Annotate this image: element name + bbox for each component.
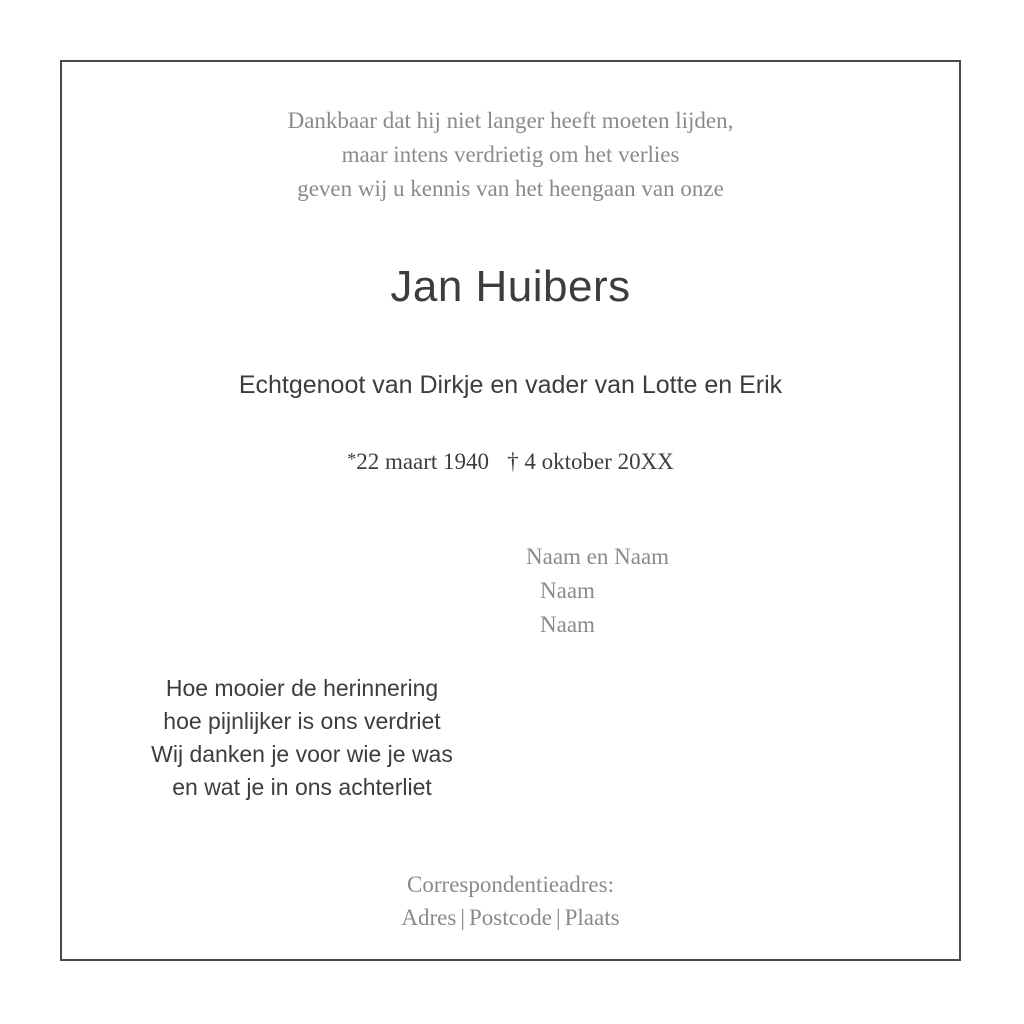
poem-line: Hoe mooier de herinnering <box>165 675 439 701</box>
correspondence-address <box>62 901 959 934</box>
family-names <box>526 540 669 642</box>
poem-line: Wij danken je voor wie je was <box>151 741 453 767</box>
intro-line: Dankbaar dat hij niet langer heeft moeten lijden, <box>287 108 734 133</box>
postcode-field: Postcode <box>468 905 553 930</box>
poem-line: en wat je in ons achterliet <box>172 774 432 800</box>
birth-symbol: * <box>347 449 357 469</box>
family-name: Naam <box>540 612 595 637</box>
correspondence-label: Correspondentieadres: <box>407 872 614 897</box>
intro-text <box>62 104 959 206</box>
death-date: 4 oktober 20XX <box>524 449 674 474</box>
poem <box>102 672 502 804</box>
correspondence-block <box>62 868 959 934</box>
intro-line: geven wij u kennis van het heengaan van onze <box>297 176 724 201</box>
family-name: Naam en Naam <box>526 544 670 569</box>
place-field: Plaats <box>564 905 620 930</box>
poem-line: hoe pijnlijker is ons verdriet <box>163 708 441 734</box>
separator: | <box>460 905 465 930</box>
birth-date: 22 maart 1940 <box>356 449 490 474</box>
family-name: Naam <box>540 578 595 603</box>
dates-line <box>62 449 959 475</box>
relation-line: Echtgenoot van Dirkje en vader van Lotte en Erik <box>238 371 783 399</box>
announcement-card <box>60 60 961 961</box>
separator: | <box>556 905 561 930</box>
deceased-name: Jan Huibers <box>390 262 631 311</box>
intro-line: maar intens verdrietig om het verlies <box>341 142 680 167</box>
death-symbol: † <box>507 449 519 474</box>
address-field: Adres <box>401 905 457 930</box>
